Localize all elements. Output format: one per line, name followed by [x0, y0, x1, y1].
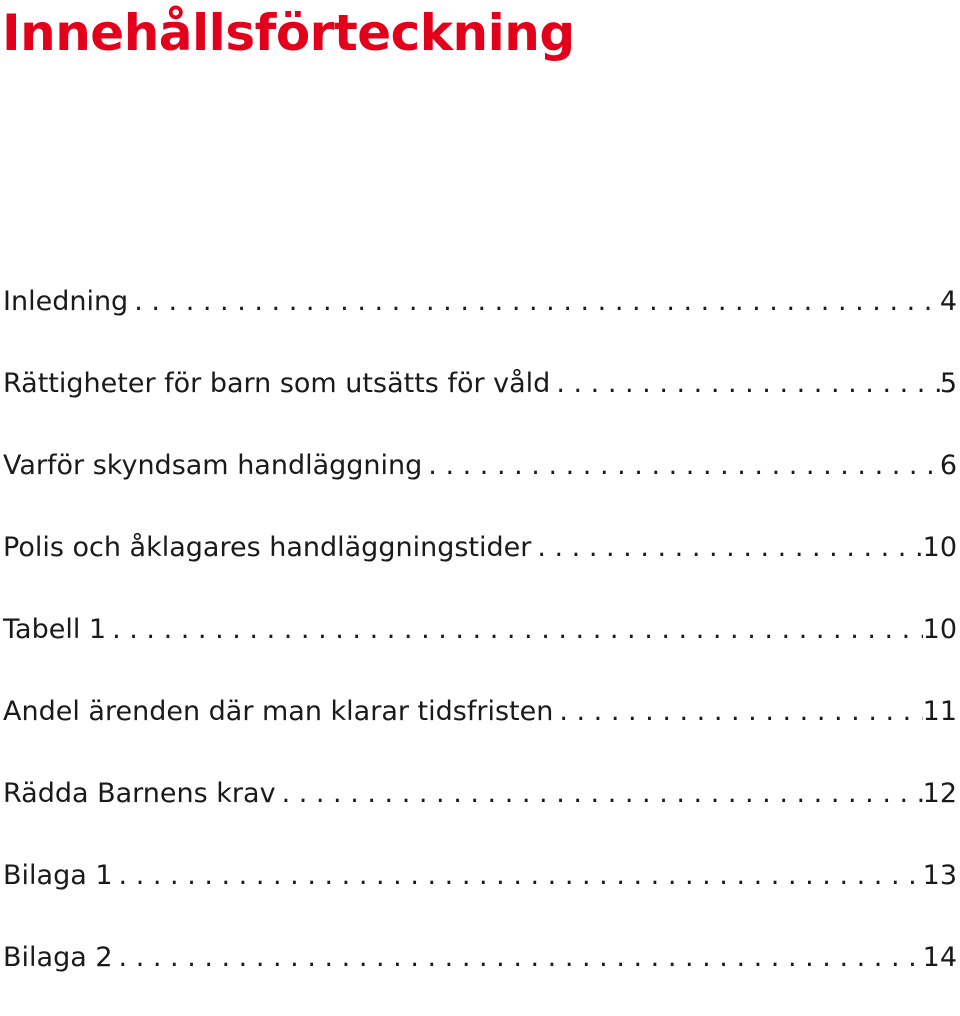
toc-entry-label: Bilaga 1 [3, 860, 113, 891]
page-title: Innehållsförteckning [2, 4, 575, 62]
dot-leader [134, 278, 940, 326]
toc-entry-label: Varför skyndsam handläggning [3, 450, 423, 481]
toc-entry-label: Rädda Barnens krav [3, 778, 276, 809]
dot-leader [537, 524, 922, 572]
toc-entry[interactable] [0, 852, 960, 934]
toc-entry[interactable] [0, 442, 960, 524]
toc-entry-label: Inledning [3, 286, 129, 317]
toc-entry-page-number: 11 [922, 696, 957, 727]
toc-entry[interactable] [0, 606, 960, 688]
toc-entry[interactable] [0, 688, 960, 770]
toc-entry-page-number: 12 [922, 778, 957, 809]
toc-entry-label: Bilaga 2 [3, 942, 113, 973]
toc-entry-page-number: 6 [939, 450, 957, 481]
dot-leader [559, 688, 922, 736]
toc-entry[interactable] [0, 934, 960, 1016]
toc-entry-label: Polis och åklagares handläggningstider [3, 532, 532, 563]
toc-entry[interactable] [0, 524, 960, 606]
toc-entry-page-number: 4 [939, 286, 957, 317]
toc-entry-page-number: 14 [922, 942, 957, 973]
dot-leader [119, 852, 923, 900]
toc-entry[interactable] [0, 770, 960, 852]
dot-leader [428, 442, 940, 490]
toc-entry-page-number: 10 [922, 614, 957, 645]
toc-entry[interactable] [0, 360, 960, 442]
dot-leader [119, 934, 923, 982]
toc-entry-page-number: 10 [922, 532, 957, 563]
toc-entry-label: Tabell 1 [3, 614, 107, 645]
dot-leader [556, 360, 939, 408]
toc-entry[interactable] [0, 278, 960, 360]
toc-entry-page-number: 5 [939, 368, 957, 399]
toc-entry-label: Rättigheter för barn som utsätts för våld [3, 368, 551, 399]
table-of-contents [0, 278, 960, 1016]
toc-entry-label: Andel ärenden där man klarar tidsfristen [3, 696, 554, 727]
dot-leader [112, 606, 923, 654]
toc-entry-page-number: 13 [922, 860, 957, 891]
dot-leader [282, 770, 923, 818]
